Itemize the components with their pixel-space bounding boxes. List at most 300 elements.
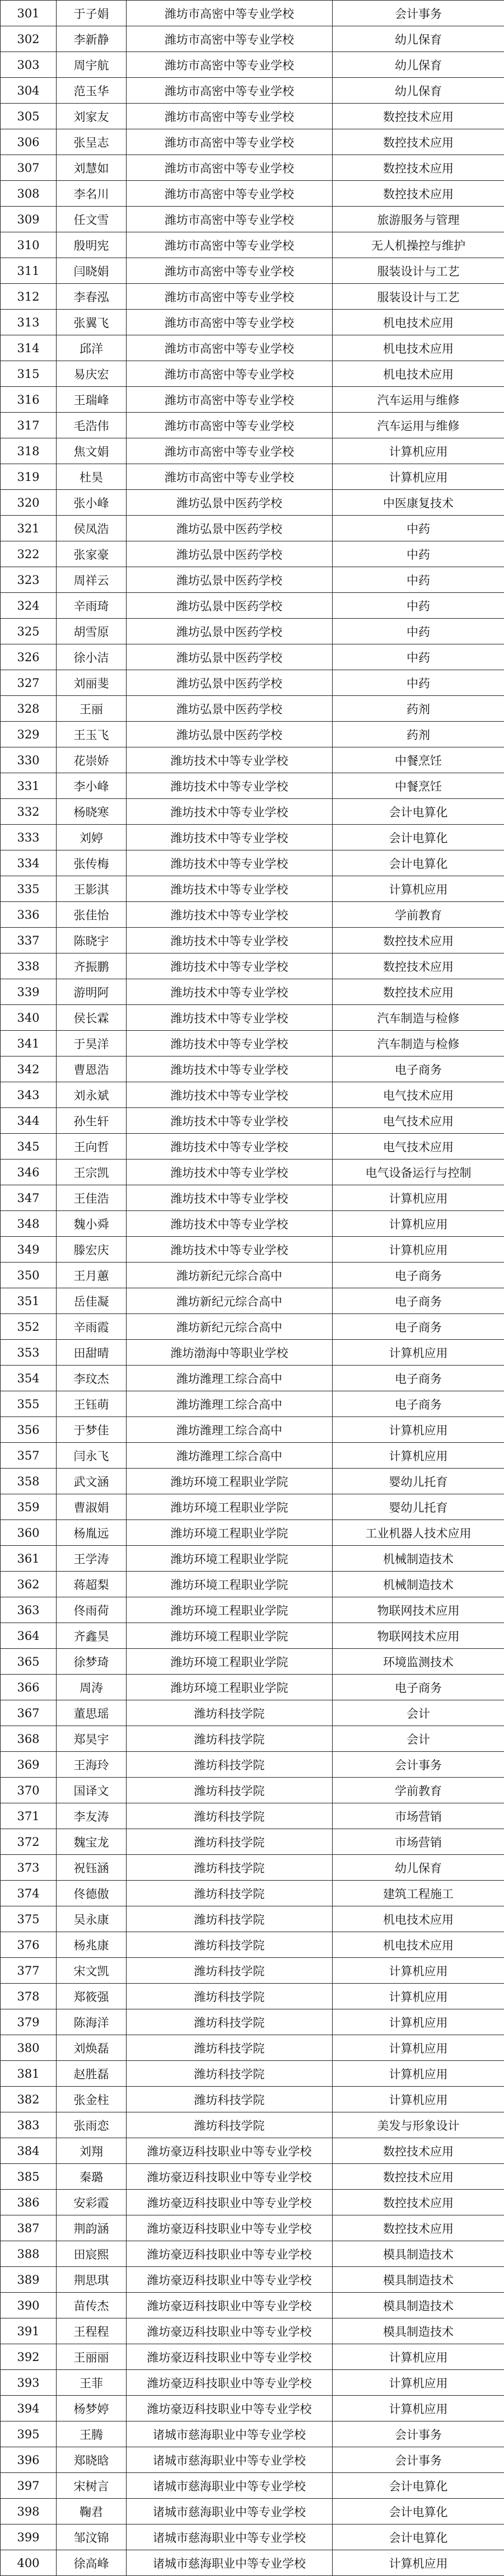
row-index-cell: 340	[1, 1005, 57, 1031]
student-name-cell: 于梦佳	[57, 1417, 127, 1443]
student-name-cell: 王腾	[57, 2421, 127, 2447]
major-name-cell: 机械制造技术	[333, 1546, 504, 1572]
row-index-cell: 359	[1, 1494, 57, 1520]
major-name-cell: 数控技术应用	[333, 181, 504, 207]
major-name-cell: 计算机应用	[333, 2370, 504, 2396]
row-index-cell: 380	[1, 2035, 57, 2061]
major-name-cell: 婴幼儿托育	[333, 1469, 504, 1494]
student-name-cell: 魏小舜	[57, 1211, 127, 1237]
table-row	[1, 1185, 504, 1211]
table-row	[1, 258, 504, 284]
student-name-cell: 刘翔	[57, 2138, 127, 2164]
student-name-cell: 刘丽斐	[57, 670, 127, 696]
student-name-cell: 郑筱强	[57, 1984, 127, 2009]
school-name-cell: 潍坊豪迈科技职业中等专业学校	[127, 2318, 333, 2344]
row-index-cell: 355	[1, 1391, 57, 1417]
major-name-cell: 中药	[333, 593, 504, 619]
school-name-cell: 潍坊市高密中等专业学校	[127, 155, 333, 181]
student-name-cell: 张佳怡	[57, 902, 127, 928]
table-row	[1, 1700, 504, 1726]
major-name-cell: 汽车制造与检修	[333, 1031, 504, 1056]
school-name-cell: 潍坊科技学院	[127, 1855, 333, 1881]
school-name-cell: 潍坊环境工程职业学院	[127, 1572, 333, 1597]
major-name-cell: 幼儿保育	[333, 52, 504, 78]
major-name-cell: 计算机应用	[333, 1958, 504, 1984]
row-index-cell: 369	[1, 1752, 57, 1778]
school-name-cell: 潍坊市高密中等专业学校	[127, 361, 333, 387]
school-name-cell: 潍坊豪迈科技职业中等专业学校	[127, 2396, 333, 2421]
row-index-cell: 318	[1, 438, 57, 464]
major-name-cell: 中药	[333, 516, 504, 541]
table-row	[1, 928, 504, 953]
student-name-cell: 郑晓晗	[57, 2447, 127, 2473]
major-name-cell: 幼儿保育	[333, 1855, 504, 1881]
school-name-cell: 潍坊科技学院	[127, 1752, 333, 1778]
school-name-cell: 潍坊豪迈科技职业中等专业学校	[127, 2138, 333, 2164]
school-name-cell: 潍坊豪迈科技职业中等专业学校	[127, 2344, 333, 2370]
student-name-cell: 王学涛	[57, 1546, 127, 1572]
school-name-cell: 潍坊技术中等专业学校	[127, 953, 333, 979]
school-name-cell: 潍坊新纪元综合高中	[127, 1263, 333, 1288]
row-index-cell: 342	[1, 1056, 57, 1082]
table-row	[1, 129, 504, 155]
major-name-cell: 幼儿保育	[333, 78, 504, 104]
school-name-cell: 潍坊弘景中医药学校	[127, 541, 333, 567]
major-name-cell: 中餐烹饪	[333, 747, 504, 773]
row-index-cell: 333	[1, 825, 57, 850]
school-name-cell: 潍坊环境工程职业学院	[127, 1623, 333, 1649]
school-name-cell: 诸城市慈海职业中等专业学校	[127, 2447, 333, 2473]
table-row	[1, 876, 504, 902]
table-row	[1, 1031, 504, 1056]
major-name-cell: 数控技术应用	[333, 2138, 504, 2164]
major-name-cell: 数控技术应用	[333, 2164, 504, 2190]
row-index-cell: 379	[1, 2009, 57, 2035]
school-name-cell: 潍坊科技学院	[127, 1700, 333, 1726]
major-name-cell: 中医康复技术	[333, 490, 504, 516]
student-name-cell: 李春泓	[57, 284, 127, 310]
major-name-cell: 数控技术应用	[333, 104, 504, 129]
table-row	[1, 979, 504, 1005]
row-index-cell: 383	[1, 2112, 57, 2138]
major-name-cell: 计算机应用	[333, 876, 504, 902]
row-index-cell: 395	[1, 2421, 57, 2447]
major-name-cell: 机电技术应用	[333, 1906, 504, 1932]
student-name-cell: 刘永斌	[57, 1082, 127, 1108]
school-name-cell: 潍坊技术中等专业学校	[127, 1237, 333, 1263]
school-name-cell: 潍坊市高密中等专业学校	[127, 129, 333, 155]
row-index-cell: 344	[1, 1108, 57, 1134]
student-name-cell: 张家豪	[57, 541, 127, 567]
table-row	[1, 1469, 504, 1494]
student-name-cell: 周宇航	[57, 52, 127, 78]
row-index-cell: 332	[1, 799, 57, 825]
row-index-cell: 365	[1, 1649, 57, 1675]
table-row	[1, 1134, 504, 1160]
student-name-cell: 周祥云	[57, 567, 127, 593]
school-name-cell: 潍坊市高密中等专业学校	[127, 78, 333, 104]
table-row	[1, 1881, 504, 1906]
row-index-cell: 322	[1, 541, 57, 567]
table-row	[1, 2112, 504, 2138]
student-name-cell: 王影淇	[57, 876, 127, 902]
row-index-cell: 386	[1, 2190, 57, 2215]
table-row	[1, 2215, 504, 2241]
major-name-cell: 电子商务	[333, 1288, 504, 1314]
row-index-cell: 350	[1, 1263, 57, 1288]
school-name-cell: 潍坊市高密中等专业学校	[127, 26, 333, 52]
table-row	[1, 2009, 504, 2035]
school-name-cell: 潍坊科技学院	[127, 1803, 333, 1829]
student-name-cell: 王钰萌	[57, 1391, 127, 1417]
row-index-cell: 331	[1, 773, 57, 799]
table-row	[1, 26, 504, 52]
table-row	[1, 1, 504, 26]
row-index-cell: 400	[1, 2550, 57, 2576]
student-name-cell: 宋文凯	[57, 1958, 127, 1984]
school-name-cell: 潍坊市高密中等专业学校	[127, 438, 333, 464]
student-name-cell: 王瑞峰	[57, 387, 127, 413]
table-row	[1, 1211, 504, 1237]
school-name-cell: 潍坊科技学院	[127, 2061, 333, 2087]
table-row	[1, 2473, 504, 2499]
row-index-cell: 368	[1, 1726, 57, 1752]
major-name-cell: 机械制造技术	[333, 1572, 504, 1597]
row-index-cell: 398	[1, 2499, 57, 2524]
major-name-cell: 电气设备运行与控制	[333, 1160, 504, 1185]
major-name-cell: 服装设计与工艺	[333, 258, 504, 284]
row-index-cell: 312	[1, 284, 57, 310]
table-row	[1, 155, 504, 181]
table-row	[1, 541, 504, 567]
school-name-cell: 潍坊科技学院	[127, 2035, 333, 2061]
student-name-cell: 杨兆康	[57, 1932, 127, 1958]
row-index-cell: 373	[1, 1855, 57, 1881]
row-index-cell: 313	[1, 310, 57, 335]
school-name-cell: 潍坊技术中等专业学校	[127, 1031, 333, 1056]
student-name-cell: 刘焕磊	[57, 2035, 127, 2061]
row-index-cell: 399	[1, 2524, 57, 2550]
table-row	[1, 2344, 504, 2370]
row-index-cell: 343	[1, 1082, 57, 1108]
school-name-cell: 潍坊市高密中等专业学校	[127, 387, 333, 413]
major-name-cell: 中药	[333, 619, 504, 644]
table-row	[1, 2396, 504, 2421]
student-name-cell: 田宸熙	[57, 2241, 127, 2267]
table-row	[1, 181, 504, 207]
student-name-cell: 李玟杰	[57, 1366, 127, 1391]
row-index-cell: 370	[1, 1778, 57, 1803]
student-name-cell: 王海玲	[57, 1752, 127, 1778]
student-name-cell: 易庆宏	[57, 361, 127, 387]
school-name-cell: 潍坊技术中等专业学校	[127, 1211, 333, 1237]
row-index-cell: 302	[1, 26, 57, 52]
row-index-cell: 367	[1, 1700, 57, 1726]
school-name-cell: 潍坊科技学院	[127, 1881, 333, 1906]
row-index-cell: 319	[1, 464, 57, 490]
major-name-cell: 药剂	[333, 722, 504, 747]
table-row	[1, 1778, 504, 1803]
major-name-cell: 会计电算化	[333, 2499, 504, 2524]
table-row	[1, 413, 504, 438]
school-name-cell: 潍坊市高密中等专业学校	[127, 258, 333, 284]
student-name-cell: 蒋超梨	[57, 1572, 127, 1597]
student-name-cell: 王丽丽	[57, 2344, 127, 2370]
major-name-cell: 计算机应用	[333, 1185, 504, 1211]
major-name-cell: 无人机操控与维护	[333, 232, 504, 258]
school-name-cell: 潍坊弘景中医药学校	[127, 670, 333, 696]
row-index-cell: 389	[1, 2267, 57, 2293]
table-row	[1, 1314, 504, 1340]
student-name-cell: 田甜晴	[57, 1340, 127, 1366]
school-name-cell: 潍坊弘景中医药学校	[127, 490, 333, 516]
table-row	[1, 1391, 504, 1417]
school-name-cell: 潍坊新纪元综合高中	[127, 1288, 333, 1314]
school-name-cell: 潍坊市高密中等专业学校	[127, 181, 333, 207]
school-name-cell: 潍坊弘景中医药学校	[127, 593, 333, 619]
table-row	[1, 1597, 504, 1623]
row-index-cell: 391	[1, 2318, 57, 2344]
school-name-cell: 潍坊科技学院	[127, 2009, 333, 2035]
school-name-cell: 潍坊环境工程职业学院	[127, 1520, 333, 1546]
major-name-cell: 会计事务	[333, 1, 504, 26]
major-name-cell: 电子商务	[333, 1263, 504, 1288]
major-name-cell: 模具制造技术	[333, 2241, 504, 2267]
major-name-cell: 电气技术应用	[333, 1082, 504, 1108]
student-name-cell: 国译文	[57, 1778, 127, 1803]
table-row	[1, 1984, 504, 2009]
table-row	[1, 1056, 504, 1082]
major-name-cell: 中药	[333, 567, 504, 593]
major-name-cell: 数控技术应用	[333, 953, 504, 979]
row-index-cell: 317	[1, 413, 57, 438]
school-name-cell: 潍坊弘景中医药学校	[127, 567, 333, 593]
table-row	[1, 1288, 504, 1314]
row-index-cell: 327	[1, 670, 57, 696]
school-name-cell: 潍坊技术中等专业学校	[127, 1082, 333, 1108]
school-name-cell: 潍坊潍理工综合高中	[127, 1391, 333, 1417]
table-row	[1, 464, 504, 490]
table-row	[1, 490, 504, 516]
major-name-cell: 模具制造技术	[333, 2318, 504, 2344]
major-name-cell: 会计电算化	[333, 825, 504, 850]
school-name-cell: 潍坊潍理工综合高中	[127, 1443, 333, 1469]
table-row	[1, 1160, 504, 1185]
table-row	[1, 1932, 504, 1958]
major-name-cell: 汽车制造与检修	[333, 1005, 504, 1031]
row-index-cell: 349	[1, 1237, 57, 1263]
student-name-cell: 闫永飞	[57, 1443, 127, 1469]
table-row	[1, 2421, 504, 2447]
row-index-cell: 352	[1, 1314, 57, 1340]
school-name-cell: 潍坊弘景中医药学校	[127, 644, 333, 670]
row-index-cell: 338	[1, 953, 57, 979]
row-index-cell: 385	[1, 2164, 57, 2190]
major-name-cell: 美发与形象设计	[333, 2112, 504, 2138]
row-index-cell: 326	[1, 644, 57, 670]
school-name-cell: 潍坊市高密中等专业学校	[127, 104, 333, 129]
school-name-cell: 诸城市慈海职业中等专业学校	[127, 2524, 333, 2550]
school-name-cell: 潍坊弘景中医药学校	[127, 516, 333, 541]
major-name-cell: 汽车运用与维修	[333, 413, 504, 438]
student-name-cell: 徐梦琦	[57, 1649, 127, 1675]
table-row	[1, 593, 504, 619]
table-row	[1, 850, 504, 876]
table-row	[1, 747, 504, 773]
school-name-cell: 潍坊技术中等专业学校	[127, 799, 333, 825]
major-name-cell: 婴幼儿托育	[333, 1494, 504, 1520]
student-name-cell: 杨晓寒	[57, 799, 127, 825]
major-name-cell: 会计电算化	[333, 799, 504, 825]
row-index-cell: 361	[1, 1546, 57, 1572]
row-index-cell: 341	[1, 1031, 57, 1056]
major-name-cell: 计算机应用	[333, 1417, 504, 1443]
school-name-cell: 潍坊弘景中医药学校	[127, 722, 333, 747]
student-name-cell: 张金柱	[57, 2087, 127, 2112]
row-index-cell: 308	[1, 181, 57, 207]
student-name-cell: 齐振鹏	[57, 953, 127, 979]
row-index-cell: 320	[1, 490, 57, 516]
school-name-cell: 潍坊科技学院	[127, 1726, 333, 1752]
row-index-cell: 311	[1, 258, 57, 284]
table-row	[1, 773, 504, 799]
student-name-cell: 李新静	[57, 26, 127, 52]
school-name-cell: 潍坊技术中等专业学校	[127, 773, 333, 799]
table-row	[1, 1005, 504, 1031]
row-index-cell: 375	[1, 1906, 57, 1932]
school-name-cell: 潍坊豪迈科技职业中等专业学校	[127, 2241, 333, 2267]
major-name-cell: 电子商务	[333, 1314, 504, 1340]
major-name-cell: 市场营销	[333, 1803, 504, 1829]
row-index-cell: 325	[1, 619, 57, 644]
student-name-cell: 陈海洋	[57, 2009, 127, 2035]
table-row	[1, 825, 504, 850]
table-row	[1, 1958, 504, 1984]
major-name-cell: 旅游服务与管理	[333, 207, 504, 232]
school-name-cell: 潍坊市高密中等专业学校	[127, 207, 333, 232]
school-name-cell: 潍坊新纪元综合高中	[127, 1314, 333, 1340]
table-row	[1, 52, 504, 78]
major-name-cell: 会计	[333, 1726, 504, 1752]
school-name-cell: 潍坊豪迈科技职业中等专业学校	[127, 2293, 333, 2318]
row-index-cell: 309	[1, 207, 57, 232]
school-name-cell: 潍坊技术中等专业学校	[127, 1005, 333, 1031]
school-name-cell: 潍坊技术中等专业学校	[127, 850, 333, 876]
major-name-cell: 电子商务	[333, 1675, 504, 1700]
school-name-cell: 潍坊潍理工综合高中	[127, 1417, 333, 1443]
table-row	[1, 2035, 504, 2061]
major-name-cell: 环境监测技术	[333, 1649, 504, 1675]
student-name-cell: 徐小洁	[57, 644, 127, 670]
student-name-cell: 祝钰涵	[57, 1855, 127, 1881]
school-name-cell: 潍坊市高密中等专业学校	[127, 1, 333, 26]
table-row	[1, 1263, 504, 1288]
major-name-cell: 会计事务	[333, 2421, 504, 2447]
row-index-cell: 348	[1, 1211, 57, 1237]
row-index-cell: 394	[1, 2396, 57, 2421]
school-name-cell: 潍坊弘景中医药学校	[127, 619, 333, 644]
major-name-cell: 物联网技术应用	[333, 1597, 504, 1623]
school-name-cell: 潍坊科技学院	[127, 1958, 333, 1984]
row-index-cell: 392	[1, 2344, 57, 2370]
major-name-cell: 电子商务	[333, 1391, 504, 1417]
student-name-cell: 毛浩伟	[57, 413, 127, 438]
row-index-cell: 390	[1, 2293, 57, 2318]
major-name-cell: 幼儿保育	[333, 26, 504, 52]
major-name-cell: 机电技术应用	[333, 361, 504, 387]
student-name-cell: 孙生轩	[57, 1108, 127, 1134]
school-name-cell: 潍坊技术中等专业学校	[127, 928, 333, 953]
school-name-cell: 潍坊科技学院	[127, 1906, 333, 1932]
student-name-cell: 王玉飞	[57, 722, 127, 747]
row-index-cell: 374	[1, 1881, 57, 1906]
row-index-cell: 321	[1, 516, 57, 541]
table-row	[1, 902, 504, 928]
table-row	[1, 1752, 504, 1778]
school-name-cell: 潍坊技术中等专业学校	[127, 747, 333, 773]
school-name-cell: 潍坊豪迈科技职业中等专业学校	[127, 2190, 333, 2215]
school-name-cell: 潍坊弘景中医药学校	[127, 696, 333, 722]
student-name-cell: 杨梦婷	[57, 2396, 127, 2421]
row-index-cell: 387	[1, 2215, 57, 2241]
table-row	[1, 310, 504, 335]
major-name-cell: 中餐烹饪	[333, 773, 504, 799]
table-row	[1, 1803, 504, 1829]
school-name-cell: 潍坊渤海中等职业学校	[127, 1340, 333, 1366]
table-row	[1, 2370, 504, 2396]
major-name-cell: 电气技术应用	[333, 1134, 504, 1160]
student-name-cell: 李名川	[57, 181, 127, 207]
table-row	[1, 1366, 504, 1391]
student-name-cell: 安彩霞	[57, 2190, 127, 2215]
row-index-cell: 324	[1, 593, 57, 619]
table-row	[1, 2267, 504, 2293]
table-row	[1, 2318, 504, 2344]
table-row	[1, 1443, 504, 1469]
major-name-cell: 计算机应用	[333, 2087, 504, 2112]
school-name-cell: 潍坊技术中等专业学校	[127, 876, 333, 902]
row-index-cell: 396	[1, 2447, 57, 2473]
major-name-cell: 会计事务	[333, 1752, 504, 1778]
major-name-cell: 计算机应用	[333, 464, 504, 490]
major-name-cell: 计算机应用	[333, 2061, 504, 2087]
school-name-cell: 诸城市慈海职业中等专业学校	[127, 2550, 333, 2576]
table-row	[1, 1623, 504, 1649]
table-row	[1, 953, 504, 979]
major-name-cell: 数控技术应用	[333, 129, 504, 155]
table-row	[1, 1494, 504, 1520]
major-name-cell: 计算机应用	[333, 1211, 504, 1237]
school-name-cell: 潍坊豪迈科技职业中等专业学校	[127, 2370, 333, 2396]
table-row	[1, 438, 504, 464]
student-name-cell: 曹恩浩	[57, 1056, 127, 1082]
school-name-cell: 潍坊市高密中等专业学校	[127, 232, 333, 258]
table-row	[1, 1829, 504, 1855]
school-name-cell: 潍坊技术中等专业学校	[127, 1108, 333, 1134]
student-name-cell: 王佳浩	[57, 1185, 127, 1211]
table-row	[1, 2524, 504, 2550]
student-name-cell: 武文涵	[57, 1469, 127, 1494]
major-name-cell: 会计事务	[333, 2447, 504, 2473]
row-index-cell: 388	[1, 2241, 57, 2267]
major-name-cell: 工业机器人技术应用	[333, 1520, 504, 1546]
student-name-cell: 张雨恋	[57, 2112, 127, 2138]
major-name-cell: 会计电算化	[333, 2524, 504, 2550]
major-name-cell: 计算机应用	[333, 2396, 504, 2421]
table-row	[1, 1417, 504, 1443]
school-name-cell: 潍坊市高密中等专业学校	[127, 464, 333, 490]
student-name-cell: 范玉华	[57, 78, 127, 104]
